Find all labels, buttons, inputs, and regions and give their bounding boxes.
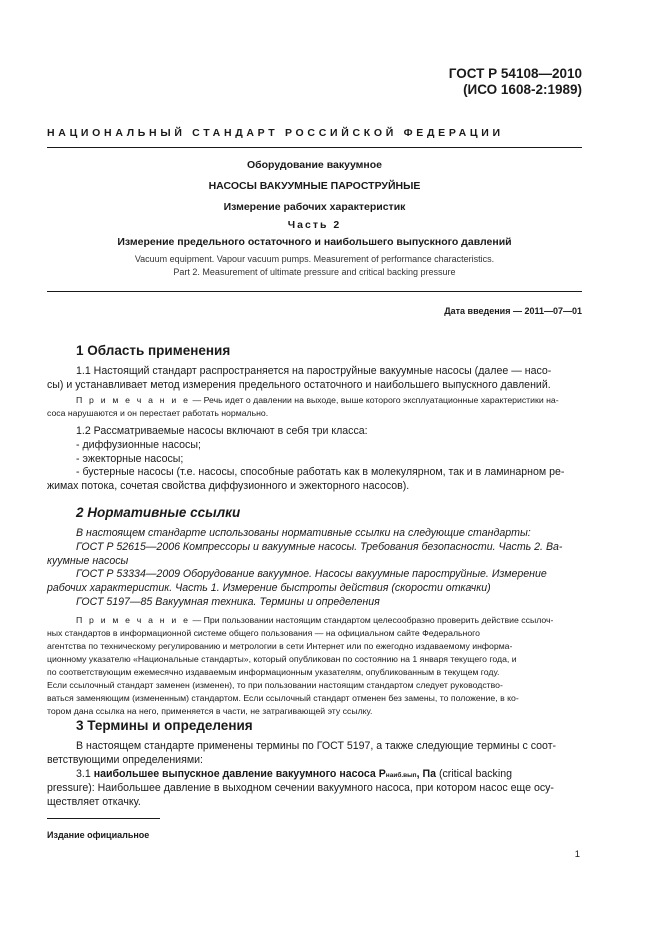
title-rule	[47, 291, 582, 292]
list-item-ejector: - эжекторные насосы;	[76, 453, 184, 465]
page-number: 1	[574, 849, 580, 860]
section-2-intro: В настоящем стандарте использованы нормативные ссылки на следующие стандарты:	[76, 527, 531, 539]
header-rule	[47, 147, 582, 148]
english-title-line-1: Vacuum equipment. Vapour vacuum pumps. Measurement of performance characteristics.	[134, 254, 495, 264]
title-part: Часть 2	[287, 219, 342, 231]
reference-gost-53334-line-2: рабочих характеристик. Часть 1. Измерение быстроты действия (скорости откачки)	[47, 582, 491, 594]
list-item-diffusion: - диффузионные насосы;	[76, 439, 201, 451]
section-1-paragraph-2: 1.2 Рассматриваемые насосы включают в себя три класса:	[76, 425, 368, 437]
section-2-note-line-8: тором дана ссылка на него, применяется в части, не затрагивающей эту ссылку.	[47, 706, 373, 716]
official-edition-label: Издание официальное	[47, 830, 150, 840]
section-3-heading: 3 Термины и определения	[76, 718, 253, 733]
section-2-heading: 2 Нормативные ссылки	[76, 505, 241, 520]
section-1-paragraph-1-line-2: сы) и устанавливает метод измерения предельного остаточного и наибольшего выпускного давлений.	[47, 379, 551, 391]
section-1-note-line-2: соса нарушаются и он перестает работать нормально.	[47, 408, 269, 418]
section-1-paragraph-1-line-1: 1.1 Настоящий стандарт распространяется на пароструйные вакуумные насосы (далее — насо-	[76, 365, 552, 377]
section-2-note-line-4: ционному указателю «Национальные стандарты», который опубликован по состоянию на 1 января текущего года, и	[47, 654, 517, 664]
reference-gost-5197: ГОСТ 5197—85 Вакуумная техника. Термины и определения	[76, 596, 380, 608]
title-line-2: НАСОСЫ ВАКУУМНЫЕ ПАРОСТРУЙНЫЕ	[208, 180, 421, 192]
section-2-note-line-3: агентства по техническому регулированию и метрологии в сети Интернет или по ежегодно издаваемому информа-	[47, 641, 513, 651]
section-2-note-line-7: ваться заменяющим (измененным) стандартом. Если ссылочный стандарт отменен без замены, то положение, в ко-	[47, 693, 519, 703]
list-item-booster-line-1: - бустерные насосы (т.е. насосы, способные работать как в молекулярном, так и в ламинарном ре-	[76, 466, 565, 478]
note-text: — При пользовании настоящим стандартом целесообразно проверить действие ссылоч-	[190, 615, 554, 625]
term-english: (critical backing	[436, 768, 512, 780]
term-3-1-line-2: pressure): Наибольшее давление в выходном сечении вакуумного насоса, при котором насос еще осу-	[47, 782, 554, 794]
title-line-1: Оборудование вакуумное	[246, 159, 383, 171]
term-number: 3.1	[76, 768, 91, 780]
title-line-4: Измерение предельного остаточного и наибольшего выпускного давлений	[117, 236, 512, 248]
iso-code: (ИСО 1608-2:1989)	[463, 82, 582, 97]
section-2-note-line-2: ных стандартов в информационной системе общего пользования — на официальном сайте Федерального	[47, 628, 480, 638]
term-3-1-line-3: ществляет откачку.	[47, 796, 141, 808]
term-3-1-line-1	[76, 768, 512, 780]
term-unit: , Па	[416, 768, 437, 780]
section-3-intro-line-1: В настоящем стандарте применены термины по ГОСТ 5197, а также следующие термины с соот-	[76, 740, 557, 752]
section-2-note-line-1	[76, 615, 553, 625]
section-2-note-line-5: по соответствующим ежемесячно издаваемым информационным указателям, опубликованным в текущем году.	[47, 667, 500, 677]
term-subscript: наиб.вып	[385, 772, 417, 779]
note-text: — Речь идет о давлении на выходе, выше которого эксплуатационные характеристики на-	[190, 395, 559, 405]
section-1-heading: 1 Область применения	[76, 343, 231, 358]
list-item-booster-line-2: жимах потока, сочетая свойства диффузионного и эжекторного насосов).	[47, 480, 410, 492]
reference-gost-52615-line-2: куумные насосы	[47, 555, 129, 567]
note-label: П р и м е ч а н и е	[76, 615, 191, 625]
introduction-date: Дата введения — 2011—07—01	[444, 306, 582, 316]
section-2-note-line-6: Если ссылочный стандарт заменен (изменен), то при пользовании настоящим стандартом следует руководство-	[47, 680, 503, 690]
section-1-note-line-1	[76, 395, 559, 405]
standard-designation	[449, 66, 582, 98]
national-standard-banner: НАЦИОНАЛЬНЫЙ СТАНДАРТ РОССИЙСКОЙ ФЕДЕРАЦИИ	[47, 127, 504, 139]
english-title-line-2: Part 2. Measurement of ultimate pressure and critical backing pressure	[173, 267, 456, 277]
reference-gost-52615-line-1: ГОСТ Р 52615—2006 Компрессоры и вакуумные насосы. Требования безопасности. Часть 2. Ва-	[76, 541, 563, 553]
term-name: наибольшее выпускное давление вакуумного насоса Р	[93, 768, 386, 780]
section-3-intro-line-2: ветствующими определениями:	[47, 754, 203, 766]
reference-gost-53334-line-1: ГОСТ Р 53334—2009 Оборудование вакуумное. Насосы вакуумные пароструйные. Измерение	[76, 568, 547, 580]
footer-rule	[47, 818, 160, 819]
title-line-3: Измерение рабочих характеристик	[223, 201, 406, 213]
standard-code: ГОСТ Р 54108—2010	[448, 66, 582, 81]
note-label: П р и м е ч а н и е	[76, 395, 191, 405]
